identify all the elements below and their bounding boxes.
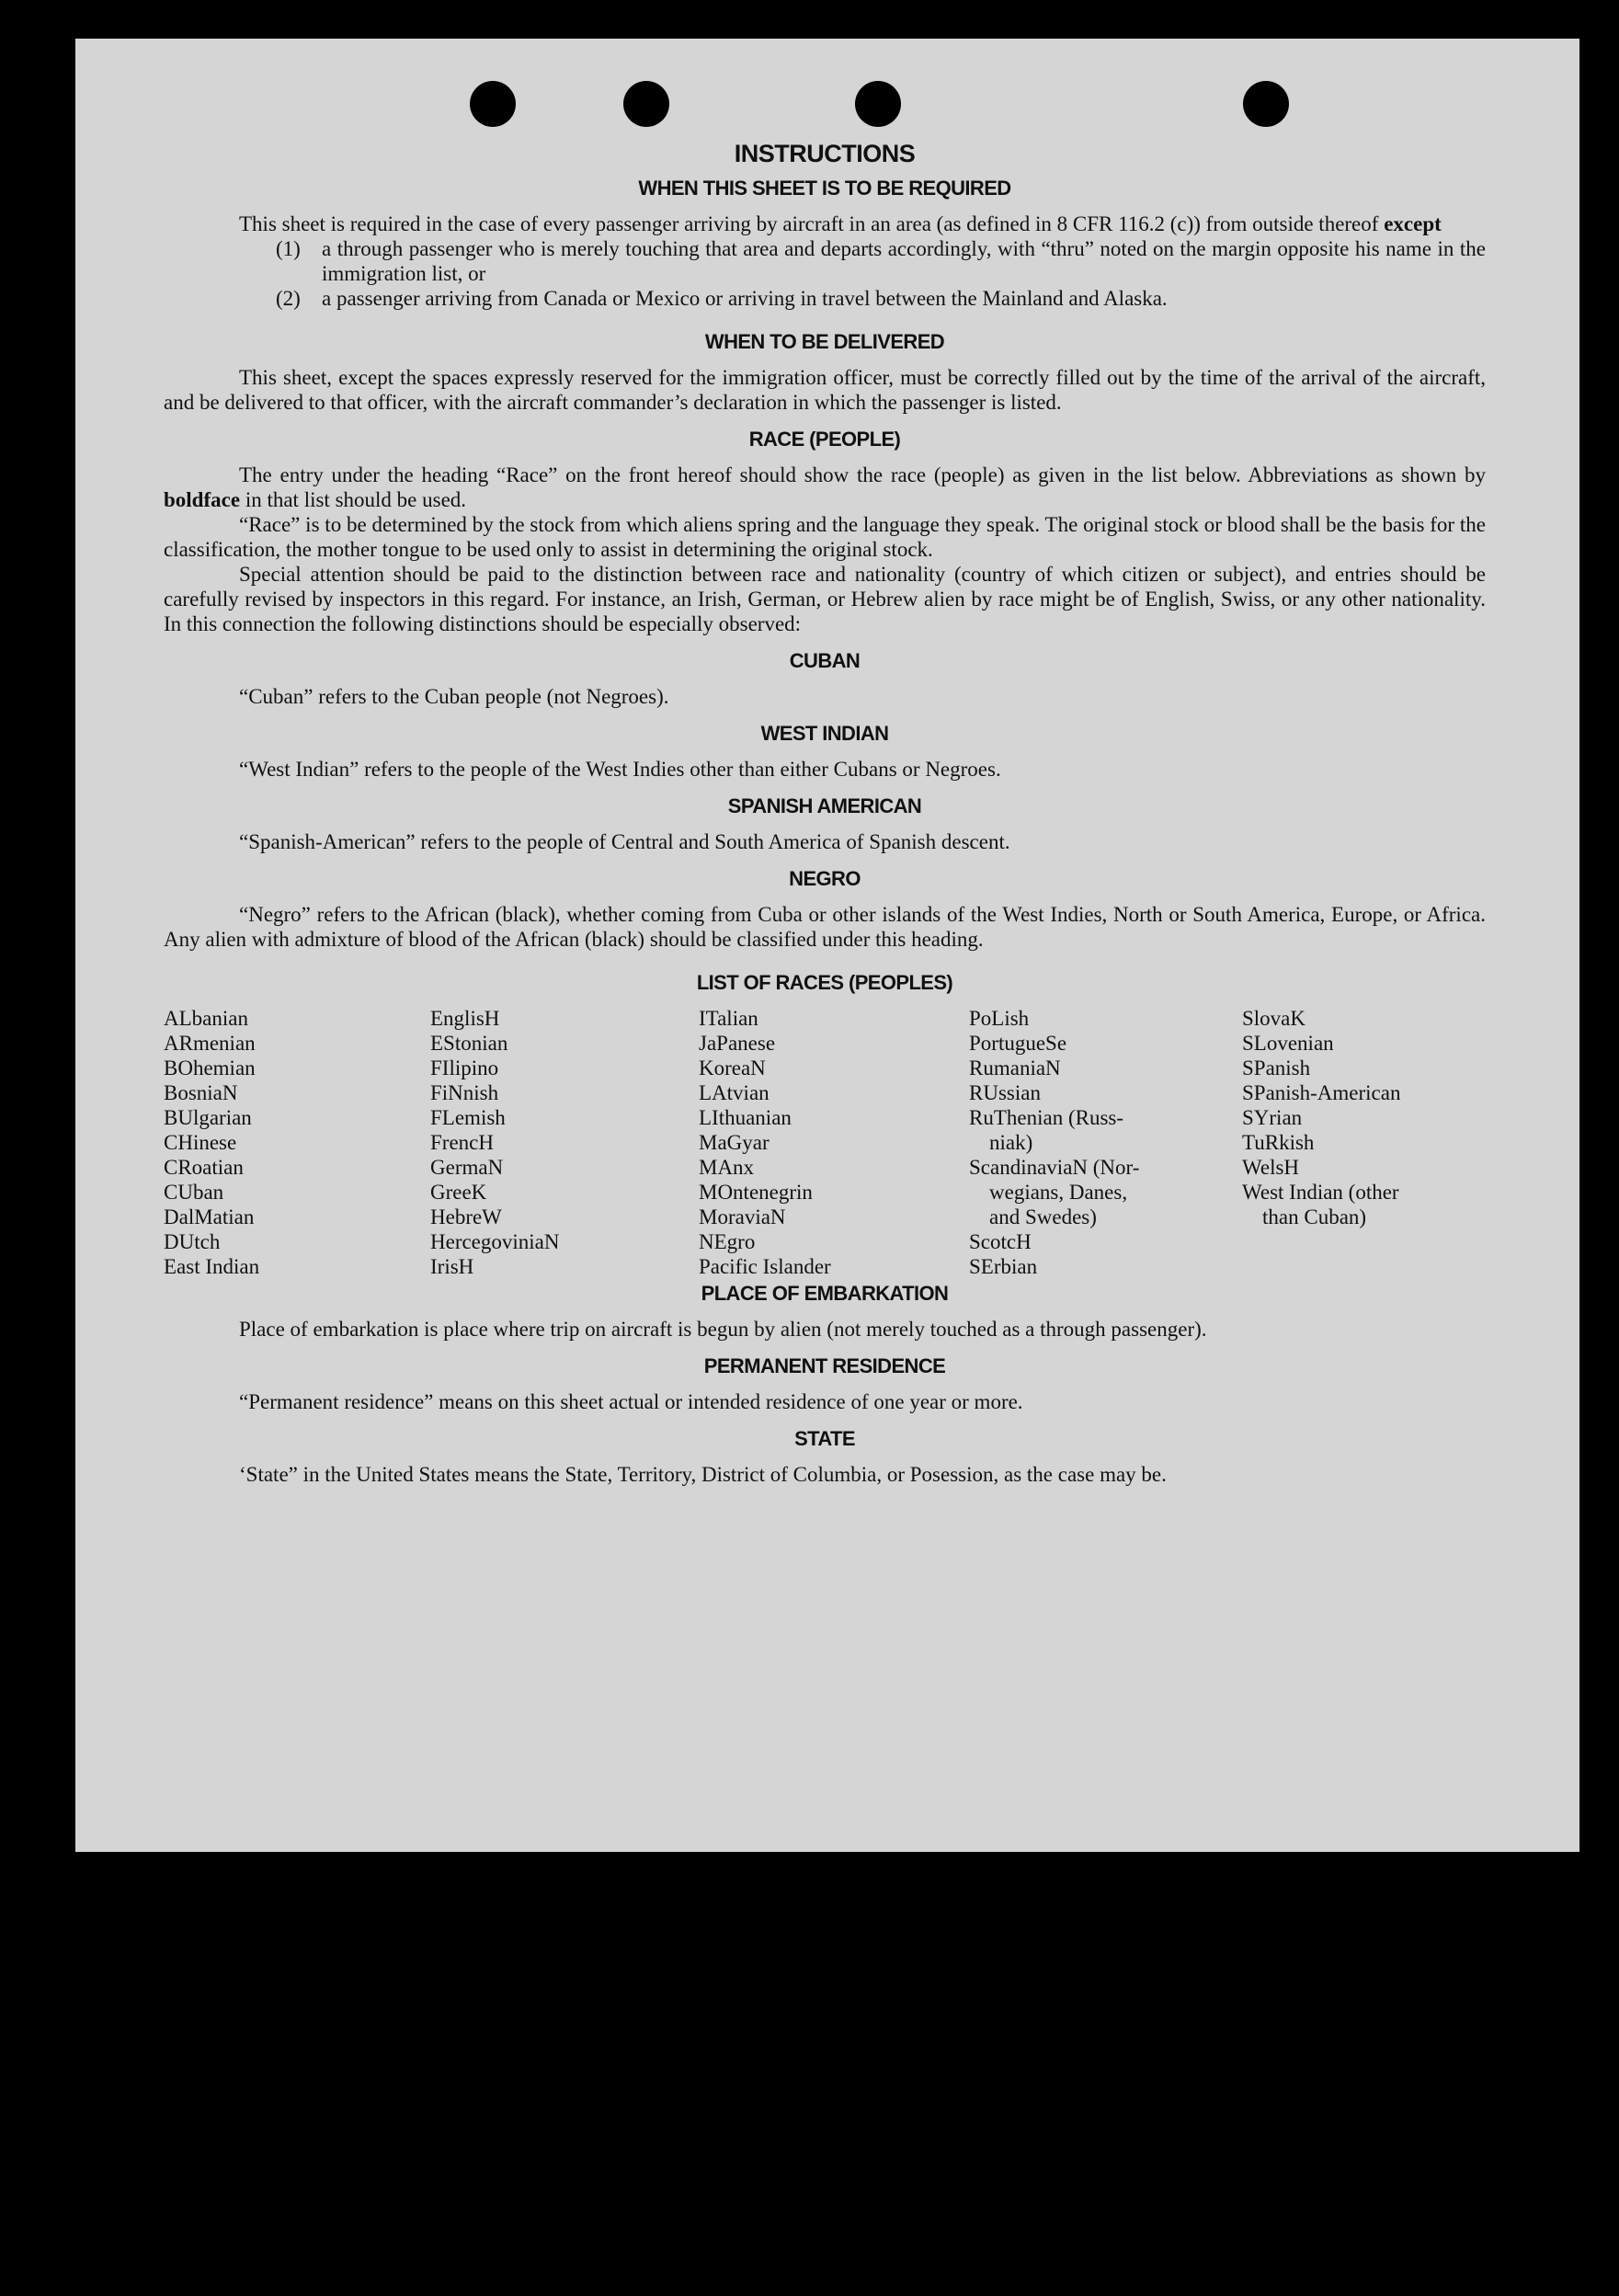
- race-entry: SPanish: [1242, 1057, 1311, 1079]
- races-column: [430, 1006, 699, 1279]
- section-heading-race: RACE (PEOPLE): [748, 428, 901, 451]
- race-entry: SlovaK: [1242, 1007, 1305, 1030]
- race-paragraph-2: “Race” is to be determined by the stock from which aliens spring and the language they speak. The original stock or blood shall be the basis for the classification, the mother tongue to be used only to assist in determining the original stock.: [164, 513, 1486, 561]
- race-entry: EnglisH: [430, 1007, 500, 1030]
- race-entry: PortugueSe: [969, 1032, 1067, 1055]
- race-entry: MoraviaN: [699, 1205, 786, 1228]
- race-entry: LIthuanian: [699, 1106, 792, 1129]
- race-entry: EStonian: [430, 1032, 508, 1055]
- west-indian-text: “West Indian” refers to the people of the West Indies other than either Cubans or Negroes.: [239, 758, 1001, 781]
- race-entry: MOntenegrin: [699, 1181, 813, 1204]
- required-intro: This sheet is required in the case of every passenger arriving by aircraft in an area (as defined in 8 CFR 116.2 (c)) from outside thereof except: [239, 212, 1442, 235]
- race-entry: MAnx: [699, 1156, 755, 1179]
- race-entry: TuRkish: [1242, 1131, 1315, 1154]
- state-text: ‘State” in the United States means the State, Territory, District of Columbia, or Posession, as the case may be.: [239, 1463, 1167, 1486]
- race-entry: FrencH: [430, 1131, 494, 1154]
- race-entry: MaGyar: [699, 1131, 770, 1154]
- race-entry: SYrian: [1242, 1106, 1303, 1129]
- race-entry: niak): [989, 1131, 1033, 1154]
- race-entry: HercegoviniaN: [430, 1230, 560, 1253]
- race-entry: PoLish: [969, 1007, 1030, 1030]
- race-entry: DUtch: [164, 1230, 221, 1253]
- race-entry: RUssian: [969, 1081, 1041, 1104]
- residence-text: “Permanent residence” means on this sheet actual or intended residence of one year or more.: [239, 1390, 1023, 1413]
- instructions-content: [164, 142, 1486, 1487]
- race-entry: CUban: [164, 1181, 224, 1204]
- cuban-text: “Cuban” refers to the Cuban people (not Negroes).: [239, 685, 669, 708]
- race-entry: IrisH: [430, 1255, 474, 1278]
- race-paragraph-3: Special attention should be paid to the distinction between race and nationality (country of which citizen or subject), and entries should be carefully revised by inspectors in this regard. For instance, an Irish, German, or Hebrew alien by race might be of English, Swiss, or any other nationality. In this connection the following distinctions should be especially observed:: [164, 563, 1486, 635]
- required-exception-2: (2) a passenger arriving from Canada or Mexico or arriving in travel between the Mainland and Alaska.: [276, 287, 1168, 310]
- document-sheet: [75, 39, 1579, 1852]
- race-entry: ScotcH: [969, 1230, 1032, 1253]
- race-entry: FLemish: [430, 1106, 506, 1129]
- embarkation-text: Place of embarkation is place where trip on aircraft is begun by alien (not merely touched as a through passenger).: [239, 1318, 1207, 1341]
- section-heading-cuban: CUBAN: [789, 649, 861, 672]
- section-heading-state: STATE: [794, 1427, 855, 1450]
- punch-hole: [855, 81, 901, 127]
- race-paragraph-1: The entry under the heading “Race” on the front hereof should show the race (people) as given in the list below. Abbreviations as shown by boldface in that list should be used.: [164, 463, 1486, 511]
- punch-hole: [623, 81, 669, 127]
- race-entry: WelsH: [1242, 1156, 1300, 1179]
- races-column: [164, 1006, 430, 1279]
- race-entry: RumaniaN: [969, 1057, 1061, 1079]
- race-entry: DalMatian: [164, 1205, 255, 1228]
- race-entry: and Swedes): [989, 1205, 1097, 1228]
- race-entry: BOhemian: [164, 1057, 256, 1079]
- race-entry: ScandinaviaN (Nor-: [969, 1156, 1140, 1179]
- races-column: [699, 1006, 969, 1279]
- race-entry: BosniaN: [164, 1081, 238, 1104]
- race-entry: JaPanese: [699, 1032, 776, 1055]
- section-heading-west-indian: WEST INDIAN: [760, 722, 889, 745]
- page-title: INSTRUCTIONS: [734, 140, 916, 167]
- races-list: [164, 1006, 1486, 1279]
- race-entry: Pacific Islander: [699, 1255, 831, 1278]
- section-heading-embarkation: PLACE OF EMBARKATION: [701, 1282, 949, 1305]
- race-entry: ALbanian: [164, 1007, 248, 1030]
- race-entry: HebreW: [430, 1205, 502, 1228]
- section-heading-residence: PERMANENT RESIDENCE: [703, 1354, 946, 1377]
- punch-hole: [1243, 81, 1289, 127]
- race-entry: BUlgarian: [164, 1106, 252, 1129]
- delivered-text: This sheet, except the spaces expressly reserved for the immigration officer, must be correctly filled out by the time of the arrival of the aircraft, and be delivered to that officer, with the aircraft commander’s declaration in which the passenger is listed.: [164, 366, 1486, 414]
- race-entry: wegians, Danes,: [989, 1181, 1128, 1204]
- races-column: [969, 1006, 1242, 1279]
- spanish-american-text: “Spanish-American” refers to the people of Central and South America of Spanish descent.: [239, 830, 1010, 853]
- section-heading-negro: NEGRO: [789, 867, 861, 890]
- race-entry: GermaN: [430, 1156, 504, 1179]
- race-entry: ARmenian: [164, 1032, 256, 1055]
- section-heading-required: WHEN THIS SHEET IS TO BE REQUIRED: [638, 177, 1011, 200]
- section-heading-delivered: WHEN TO BE DELIVERED: [704, 330, 945, 353]
- race-entry: GreeK: [430, 1181, 487, 1204]
- races-column: [1242, 1006, 1486, 1279]
- race-entry: NEgro: [699, 1230, 756, 1253]
- section-heading-list-of-races: LIST OF RACES (PEOPLES): [696, 971, 953, 994]
- race-entry: SErbian: [969, 1255, 1038, 1278]
- race-entry: FIlipino: [430, 1057, 499, 1079]
- section-heading-spanish-american: SPANISH AMERICAN: [727, 794, 922, 817]
- race-entry: KoreaN: [699, 1057, 766, 1079]
- race-entry: LAtvian: [699, 1081, 770, 1104]
- race-entry: FiNnish: [430, 1081, 499, 1104]
- negro-text: “Negro” refers to the African (black), whether coming from Cuba or other islands of the West Indies, North or South America, Europe, or Africa. Any alien with admixture of blood of the African (black) should be classified under this heading.: [164, 903, 1486, 951]
- race-entry: East Indian: [164, 1255, 260, 1278]
- required-exception-1: (1) a through passenger who is merely touching that area and departs accordingly, with “thru” noted on the margin opposite his name in the immigration list, or: [276, 237, 1486, 285]
- race-entry: ITalian: [699, 1007, 758, 1030]
- race-entry: West Indian (other: [1242, 1181, 1399, 1204]
- race-entry: CHinese: [164, 1131, 237, 1154]
- race-entry: RuThenian (Russ-: [969, 1106, 1124, 1129]
- race-entry: CRoatian: [164, 1156, 244, 1179]
- race-entry: SLovenian: [1242, 1032, 1334, 1055]
- punch-hole: [470, 81, 516, 127]
- race-entry: SPanish-American: [1242, 1081, 1401, 1104]
- race-entry: than Cuban): [1262, 1205, 1367, 1228]
